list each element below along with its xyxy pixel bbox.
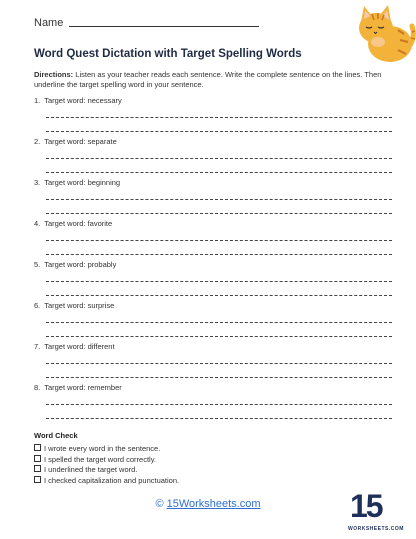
checkbox[interactable] [34, 444, 41, 451]
item-number: 4. [34, 219, 41, 228]
checklist-item-label: I underlined the target word. [44, 465, 138, 474]
writing-line[interactable] [46, 281, 392, 282]
writing-line[interactable] [46, 158, 392, 159]
item-label: Target word: different [44, 342, 115, 351]
writing-line[interactable] [46, 213, 392, 214]
item-number: 7. [34, 342, 41, 351]
checkbox[interactable] [34, 455, 41, 462]
item-number: 5. [34, 260, 41, 269]
item-label: Target word: remember [44, 383, 122, 392]
logo-number: 15 [350, 488, 382, 524]
checkbox[interactable] [34, 476, 41, 483]
item-number: 1. [34, 96, 41, 105]
dictation-item [34, 340, 394, 381]
directions-label: Directions: [34, 70, 74, 79]
checklist-item [34, 465, 179, 476]
item-number: 2. [34, 137, 41, 146]
item-label: Target word: favorite [44, 219, 113, 228]
checklist-item [34, 444, 179, 455]
writing-line[interactable] [46, 131, 392, 132]
word-check-list [34, 444, 179, 486]
writing-line[interactable] [46, 404, 392, 405]
item-label: Target word: surprise [44, 301, 115, 310]
dictation-item [34, 299, 394, 340]
checklist-item-label: I wrote every word in the sentence. [44, 444, 161, 453]
name-label: Name [34, 17, 64, 29]
writing-line[interactable] [46, 199, 392, 200]
dictation-item [34, 176, 394, 217]
writing-line[interactable] [46, 254, 392, 255]
directions-text: Listen as your teacher reads each sentence. Write the complete sentence on the lines. Then underline the target spelling word in your sentence. [34, 70, 382, 89]
dictation-item [34, 381, 394, 422]
name-line [69, 16, 259, 27]
dictation-item [34, 135, 394, 176]
checkbox[interactable] [34, 465, 41, 472]
writing-line[interactable] [46, 117, 392, 118]
copyright-symbol: © [155, 498, 164, 510]
word-check-title: Word Check [34, 431, 78, 440]
writing-line[interactable] [46, 418, 392, 419]
dictation-items [34, 94, 394, 422]
item-label: Target word: necessary [44, 96, 122, 105]
writing-line[interactable] [46, 295, 392, 296]
checklist-item-label: I spelled the target word correctly. [44, 454, 156, 464]
15worksheets-logo [348, 488, 404, 536]
item-number: 8. [34, 383, 41, 392]
writing-line[interactable] [46, 363, 392, 364]
item-label: Target word: separate [44, 137, 117, 146]
writing-line[interactable] [46, 322, 392, 323]
name-row [34, 16, 259, 29]
worksheet-title: Word Quest Dictation with Target Spelling Words [34, 48, 302, 60]
writing-line[interactable] [46, 377, 392, 378]
checklist-item [34, 476, 179, 487]
cat-illustration [348, 0, 416, 62]
item-number: 3. [34, 178, 41, 187]
writing-line[interactable] [46, 240, 392, 241]
site-link[interactable]: 15Worksheets.com [166, 498, 261, 510]
dictation-item [34, 94, 394, 135]
item-number: 6. [34, 301, 41, 310]
logo-text: WORKSHEETS.COM [348, 526, 404, 532]
item-label: Target word: beginning [44, 178, 121, 187]
writing-line[interactable] [46, 172, 392, 173]
writing-line[interactable] [46, 336, 392, 337]
checklist-item [34, 455, 179, 466]
item-label: Target word: probably [44, 260, 117, 269]
dictation-item [34, 258, 394, 299]
directions [34, 70, 390, 90]
checklist-item-label: I checked capitalization and punctuation. [44, 475, 180, 485]
dictation-item [34, 217, 394, 258]
